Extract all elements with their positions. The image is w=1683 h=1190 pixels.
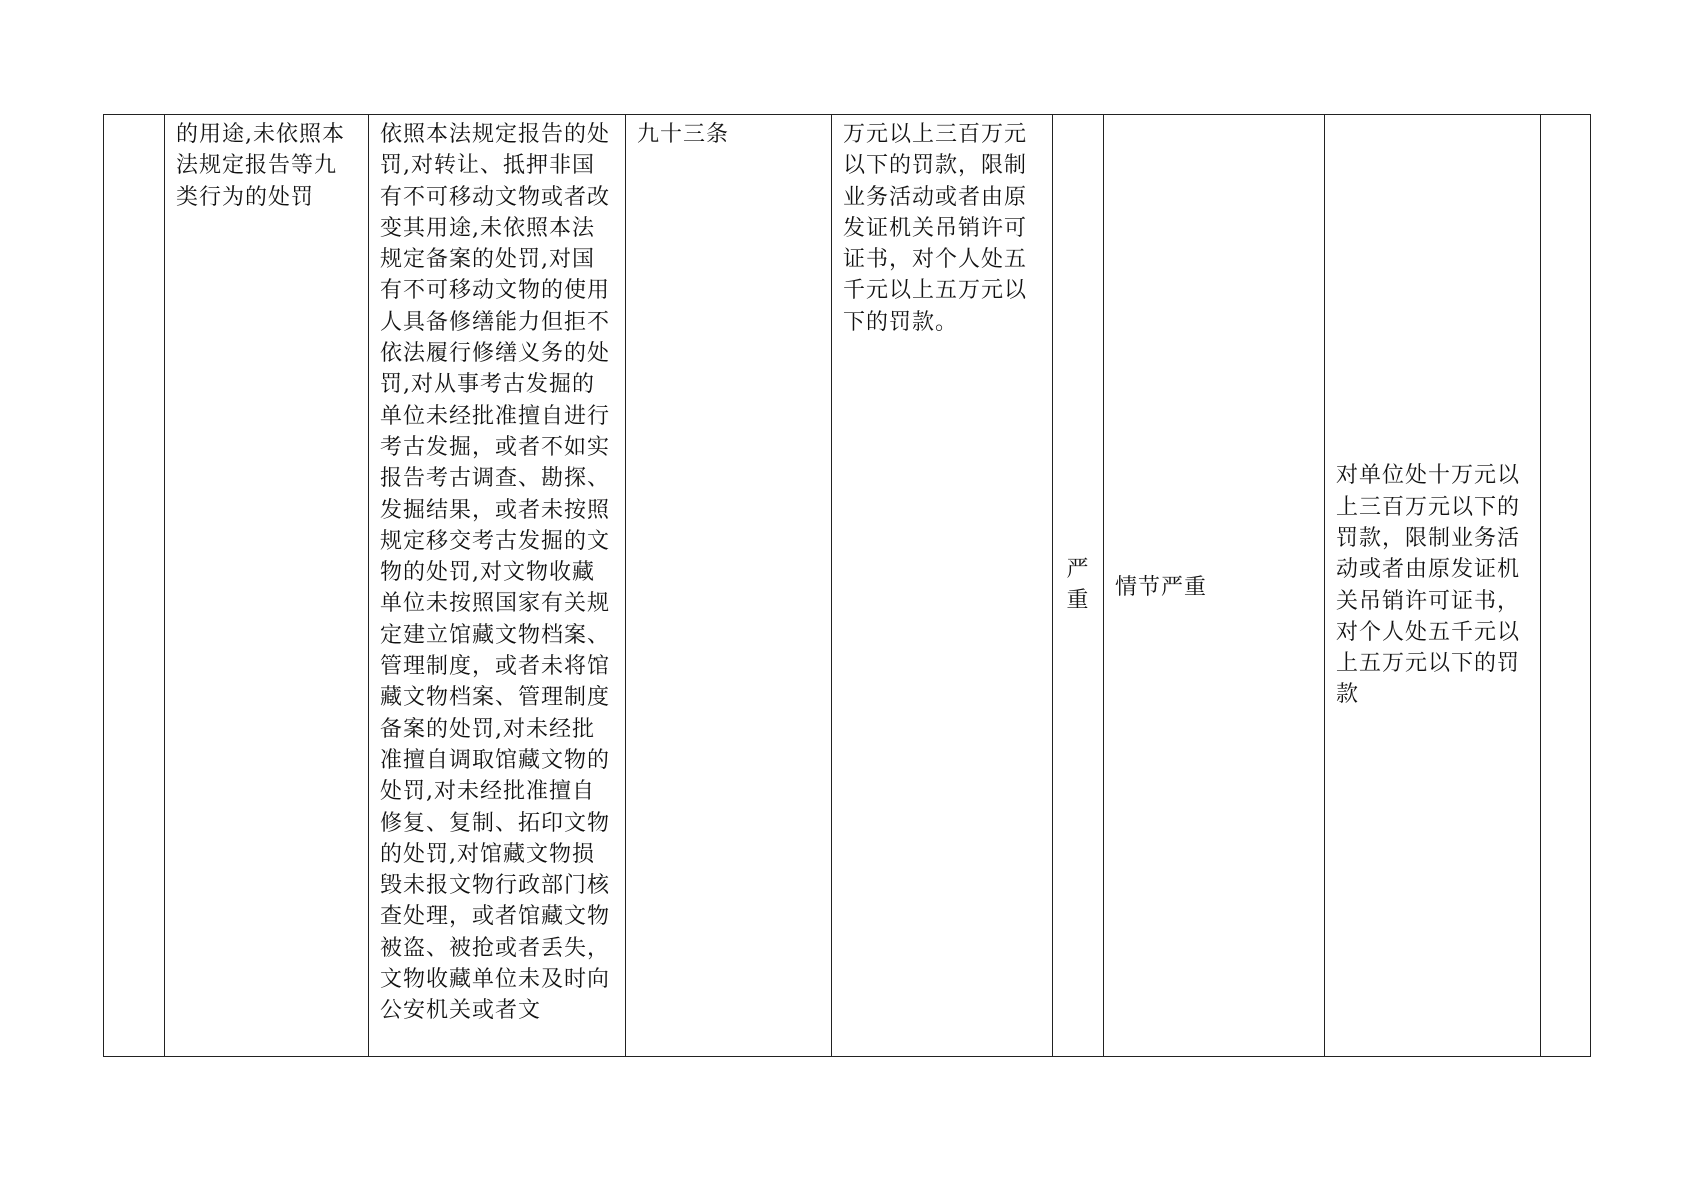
penalty-cell [832,115,1053,1057]
standard-cell [1325,115,1541,1057]
content-text: 依照本法规定报告的处罚,对转让、抵押非国有不可移动文物或者改变其用途,未依照本法规定备案的处罚,对国有不可移动文物的使用人具备修缮能力但拒不依法履行修缮义务的处罚,对从事考古发掘的单位未经批准擅自进行考古发掘，或者不如实报告考古调查、勘探、发掘结果，或者未按照规定移交考古发掘的文物的处罚,对文物收藏单位未按照国家有关规定建立馆藏文物档案、管理制度，或者未将馆藏文物档案、管理制度备案的处罚,对未经批准擅自调取馆藏文物的处罚,对未经批准擅自修复、复制、拓印文物的处罚,对馆藏文物损毁未报文物行政部门核查处理，或者馆藏文物被盗、被抢或者丢失，文物收藏单位未及时向公安机关或者文 [380,122,611,1024]
circumstance-cell [1104,115,1325,1057]
content-cell [369,115,626,1057]
level-cell [1053,115,1104,1057]
basis-cell [626,115,832,1057]
table-row [104,115,1591,1057]
circumstance-text: 情节严重 [1115,574,1208,600]
penalty-text: 万元以上三百万元以下的罚款，限制业务活动或者由原发证机关吊销许可证书，对个人处五千元以上五万元以下的罚款。 [843,122,1028,335]
index-cell [104,115,165,1057]
item-name-text: 的用途,未依照本法规定报告等九类行为的处罚 [176,122,345,210]
basis-text: 九十三条 [637,122,730,147]
item-name-cell [165,115,369,1057]
penalty-discretion-table [103,114,1591,1057]
remark-cell [1541,115,1591,1057]
level-text: 严重 [1066,557,1090,614]
standard-text: 对单位处十万元以上三百万元以下的罚款，限制业务活动或者由原发证机关吊销许可证书，对个人处五千元以上五万元以下的罚款 [1336,463,1521,708]
